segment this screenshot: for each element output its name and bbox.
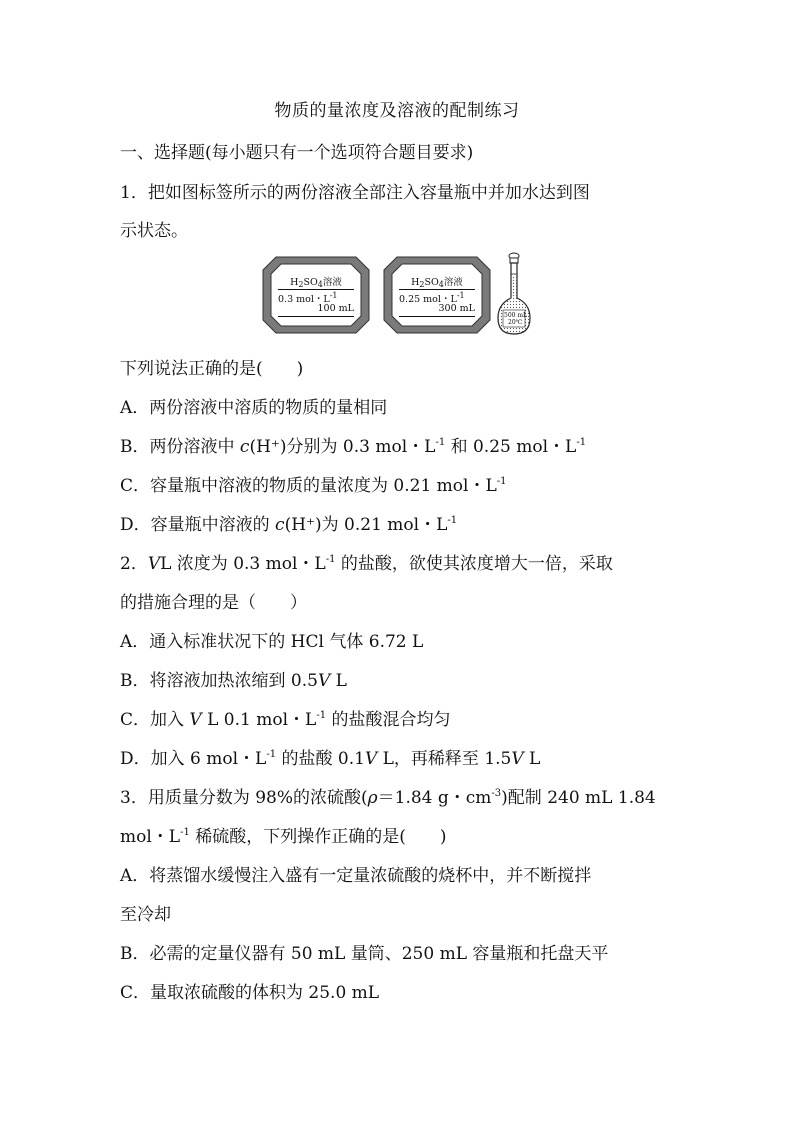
- q1-option-a: A．两份溶液中溶质的物质的量相同: [120, 398, 388, 418]
- label-2-rule-bottom: [399, 316, 475, 317]
- flask-temp-label: 20℃: [508, 319, 523, 326]
- q3-option-b: B．必需的定量仪器有 50 mL 量筒、250 mL 容量瓶和托盘天平: [120, 944, 609, 964]
- q2-stem-line1: 2．VL 浓度为 0.3 mol・$L^{-1}$ 的盐酸，欲使其浓度增大一倍，采取: [120, 554, 613, 574]
- q2-option-a: A．通入标准状况下的 HCl 气体 6.72 L: [120, 632, 424, 652]
- q2-option-b: B．将溶液加热浓缩到 0.5V L: [120, 671, 347, 691]
- volumetric-flask: [494, 252, 534, 336]
- label-2-volume: 300 mL: [438, 303, 475, 314]
- q3-stem-line1: 3．用质量分数为 98%的浓硫酸(ρ＝1.84 g・$cm^{-3}$)配制 240 mL 1.84: [120, 788, 656, 808]
- solution-label-1: [262, 256, 370, 334]
- label-2-rule: [399, 289, 475, 290]
- flask-volume-label: 500 mL: [504, 312, 528, 319]
- page-title: 物质的量浓度及溶液的配制练习: [274, 101, 520, 121]
- solution-label-2: [383, 256, 491, 334]
- label-2-conc: 0.25 mol・$L^{-1}$: [399, 291, 465, 305]
- label-1-conc: 0.3 mol・$L^{-1}$: [278, 291, 338, 305]
- q1-question: 下列说法正确的是( ): [120, 359, 304, 379]
- q3-option-c: C．量取浓硫酸的体积为 25.0 mL: [120, 983, 380, 1003]
- q3-option-a-line1: A．将蒸馏水缓慢注入盛有一定量浓硫酸的烧杯中，并不断搅拌: [120, 866, 592, 886]
- q1-stem-line1: 1．把如图标签所示的两份溶液全部注入容量瓶中并加水达到图: [120, 183, 590, 203]
- label-1-rule-bottom: [278, 316, 354, 317]
- label-1-rule: [278, 289, 354, 290]
- label-1-volume: 100 mL: [317, 303, 354, 314]
- q1-option-d: D．容量瓶中溶液的 c(H⁺)为 0.21 mol・$L^{-1}$: [120, 515, 458, 535]
- label-1-name: $H_2SO_4$溶液: [290, 277, 342, 289]
- q1-option-c: C．容量瓶中溶液的物质的量浓度为 0.21 mol・$L^{-1}$: [120, 476, 507, 496]
- q3-stem-line2: mol・$L^{-1}$ 稀硫酸，下列操作正确的是( ): [120, 827, 447, 847]
- label-2-name: $H_2SO_4$溶液: [411, 277, 463, 289]
- q2-option-c: C．加入 V L 0.1 mol・$L^{-1}$ 的盐酸混合均匀: [120, 710, 451, 730]
- q3-option-a-line2: 至冷却: [120, 905, 171, 925]
- q2-option-d: D．加入 6 mol・$L^{-1}$ 的盐酸 0.1V L，再稀释至 1.5V L: [120, 749, 541, 769]
- q1-stem-line2: 示状态。: [120, 221, 188, 241]
- q1-option-b: B．两份溶液中 c(H⁺)分别为 0.3 mol・$L^{-1}$ 和 0.25 mol・$L^{-1}$: [120, 437, 587, 457]
- q2-stem-line2: 的措施合理的是（ ）: [120, 593, 307, 613]
- section-heading: 一、选择题(每小题只有一个选项符合题目要求): [120, 143, 474, 163]
- q1-figure: [0, 252, 794, 336]
